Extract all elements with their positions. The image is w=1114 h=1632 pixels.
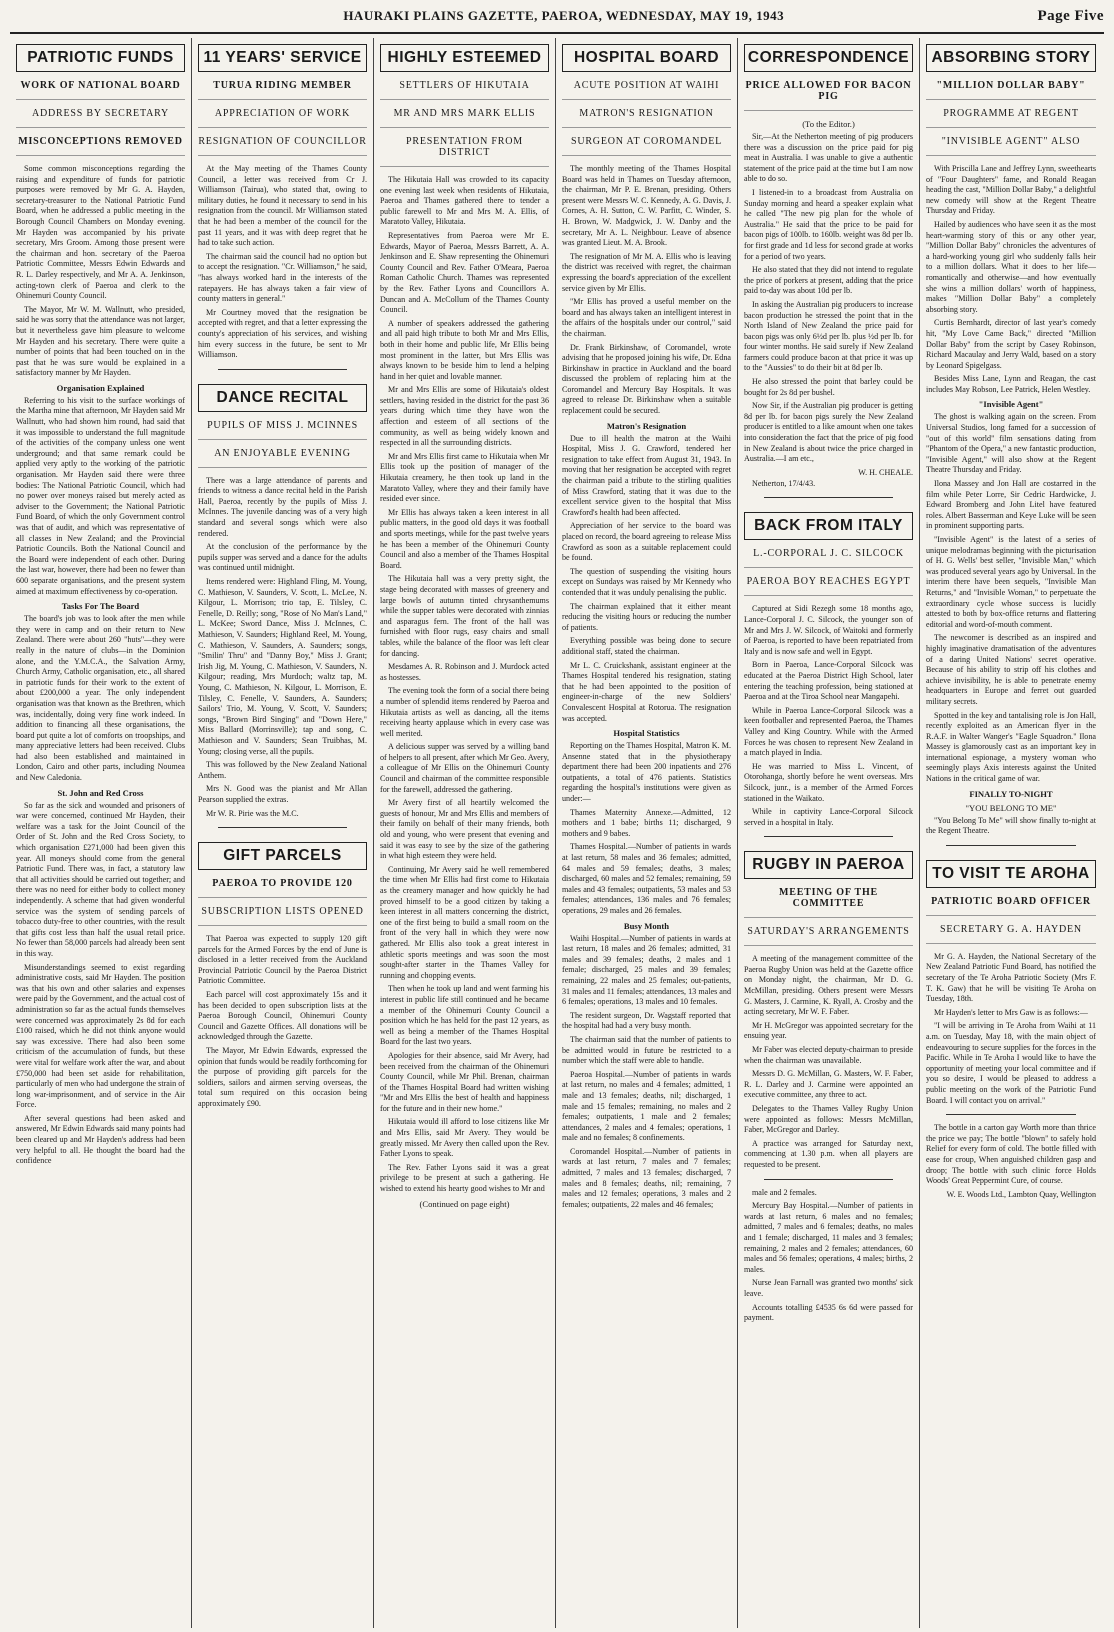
paragraph: While in captivity Lance-Corporal Silcock served in a hospital in Italy. (744, 807, 913, 827)
paragraph: The ghost is walking again on the screen. From Universal Studios, long famed for a succession of "out of this world" film sensations dating from "Phantom of the Opera," a new fantastic production, "Invisible Agent," will also show at the Regent Theatre Thursday and Friday. (926, 412, 1096, 475)
divider (764, 497, 893, 498)
divider (218, 827, 347, 828)
paragraph: In asking the Australian pig producers to increase bacon production he stressed the point that in the North Island of New Zealand the price paid for bacon pigs was only 6½d per lb. plus ½d per lb. for four winter months. He said surely if New Zealand farmers could produce bacon at that price it was up to the "Aussies" to do their bit at 8d per lb. (744, 299, 913, 373)
subheading: ACUTE POSITION AT WAIHI (562, 80, 731, 100)
section-heading: Tasks For The Board (61, 601, 140, 612)
subheading: TURUA RIDING MEMBER (198, 80, 367, 100)
dateline: Netherton, 17/4/43. (752, 478, 816, 488)
subheading: AN ENJOYABLE EVENING (198, 448, 367, 468)
headline: ABSORBING STORY (926, 44, 1096, 72)
paragraph: After several questions had been asked and answered, Mr Edwin Edwards said many points had been cleared up and Mr Hayden's address had been very helpful to all. He thought the board had the confidence (16, 1113, 185, 1166)
paragraph: Mr and Mrs Ellis are some of Hikutaia's oldest settlers, having resided in the district for the past 36 years during which time they have won the affection and esteem of all sections of the community, as well as being widely known and respected in all the surrounding districts. (380, 385, 549, 448)
columns (10, 38, 1104, 1628)
paragraph: A delicious supper was served by a willing band of helpers to all present, after which Mr Geo. Avery, a colleague of Mr Ellis on the Ohinemuri County Council and chairman of the committee responsible for the farewell, addressed the gathering. (380, 742, 549, 794)
paragraph: Appreciation of her service to the board was placed on record, the board agreeing to release Miss Crawford as soon as a suitable replacement could be found. (562, 521, 731, 563)
headline: HIGHLY ESTEEMED (380, 44, 549, 72)
column-correspondence (738, 38, 920, 1628)
paragraph: Mr Ellis has always taken a keen interest in all public matters, in the good old days it was football and sports meetings, while for the past twelve years he has been a member of the Ohinemuri County Council and also a member of the Thames Hospital Board. (380, 507, 549, 570)
paragraph: Born in Paeroa, Lance-Corporal Silcock was educated at the Paeroa District High School, later entering the teaching profession, being stationed at Paeroa and at the Tiroa School near Mangapehi. (744, 660, 913, 702)
paragraph: The evening took the form of a social there being a number of splendid items rendered by Paeroa and Hikutaia artists as well as dancing, all the items receiving hearty applause which in every case was well merited. (380, 686, 549, 738)
advertisement: The bottle in a carton gay Worth more than thrice the price we pay; The bottle "blown" to safely hold Relief for every form of cold. The bottle filled with ease for croup, When anguished children gasp and droop; The bottle with such clinic force Holds Woods' Great Peppermint Cure, of course. (926, 1123, 1096, 1186)
paragraph: Mr G. A. Hayden, the National Secretary of the New Zealand Patriotic Fund Board, has notified the secretary of the Te Aroha Patriotic Society (Mrs F. T. K. Gaw) that he will be visiting Te Aroha on Tuesday, 18th. (926, 951, 1096, 1004)
paragraph: Hikutaia would ill afford to lose citizens like Mr and Mrs Ellis, said Mr Avery. They would be greatly missed. Mr Avery then called upon the Rev. Father Lyons to speak. (380, 1117, 549, 1159)
subheading: MEETING OF THE COMMITTEE (744, 887, 913, 918)
paragraph: Continuing, Mr Avery said he well remembered the time when Mr Ellis had first come to Hikutaia as the creamery manager and how quickly he had proved himself to be a good citizen by taking a keen interest in all matters concerning the district, one of the first being to build a small room on the front of the very hall in which they were now gathered. Mr Ellis also took a great interest in athletic sports meetings and was soon the most sought-after starter in the Thames Valley for running and chopping events. (380, 864, 549, 980)
paragraph: Everything possible was being done to secure additional staff, stated the chairman. (562, 636, 731, 656)
headline: CORRESPONDENCE (744, 44, 913, 72)
divider (946, 1114, 1076, 1115)
paragraph: Nurse Jean Farnall was granted two months' sick leave. (744, 1278, 913, 1298)
paragraph: The resident surgeon, Dr. Wagstaff reported that the hospital had had a very busy month. (562, 1010, 731, 1031)
paragraph: Mrs N. Good was the pianist and Mr Allan Pearson supplied the extras. (198, 784, 367, 804)
paragraph: The monthly meeting of the Thames Hospital Board was held in Thames on Tuesday afternoon, the chairman, Mr P. E. Brenan, presiding. Others present were Messrs W. C. Kennedy, A. G. Davis, J. Cornes, A. H. Sutton, C. W. Parfitt, C. Winder, S. H. Brown, W. Madgwick, J. W. Danby and the secretary, Mr A. L. Neighbour. Leave of absence was granted Lieut. M. A. Brook. (562, 164, 731, 248)
paragraph: Misunderstandings seemed to exist regarding administrative costs, said Mr Hayden. The position was that his own and other salaries and expenses were paid by the Government, and the actual cost of administration so far as the actual funds themselves were concerned was approximately 2s 8d for each £100 raised, which he did not think anyone would say was excessive. There had also been some criticism of the accumulation of funds, but these were vital for welfare work after the war, and about £750,000 had been set aside for rehabilitation, particularly of men who had undergone the strain of long war-imprisonment, and of service in the Air Force. (16, 962, 186, 1110)
subheading: RESIGNATION OF COUNCILLOR (198, 136, 367, 156)
divider (764, 836, 893, 837)
paragraph: "I will be arriving in Te Aroha from Waihi at 11 a.m. on Tuesday, May 18, with the main object of endeavouring to secure supplies for the forces in the Pacific. While in Te Aroha I would like to have the opportunity of meeting your local committee and if you so desire, I would be pleased to address a public meeting on the work of the Patriotic Fund Board. I will contact you on arrival." (926, 1021, 1096, 1105)
paragraph: Besides Miss Lane, Lynn and Reagan, the cast includes May Robson, Lee Patrick, Helen Westley. (926, 374, 1096, 394)
continued-note: (Continued on page eight) (419, 1198, 510, 1209)
paragraph: Mr L. C. Cruickshank, assistant engineer at the Thames Hospital tendered his resignation, stating that he had been appointed to the position of engineer-in-charge of the new Soldiers' Convalescent Hospital at Rotorua. The resignation was accepted. (562, 660, 731, 723)
paragraph: I listened-in to a broadcast from Australia on Sunday morning and heard a speaker explain what he called "The new pig plan for the whole of Australia." He said that the price to be paid for bacon pigs of 100lb. to 160lb. weight was 8d per lb. for first grade and 1d less for second grade at works for a period of two years. (744, 187, 913, 261)
subheading: SUBSCRIPTION LISTS OPENED (198, 906, 367, 926)
subheading: ADDRESS BY SECRETARY (16, 108, 185, 128)
paragraph: That Paeroa was expected to supply 120 gift parcels for the Armed Forces by the end of June is disclosed in a letter received from the Auckland Provincial Patriotic Council by the Paeroa District Patriotic Committee. (198, 934, 367, 986)
subheading: MR AND MRS MARK ELLIS (380, 108, 549, 128)
paragraph: Mr Faber was elected deputy-chairman to preside when the chairman was unavailable. (744, 1045, 913, 1065)
headline: RUGBY IN PAEROA (744, 851, 913, 879)
paragraph: Messrs D. G. McMillan, G. Masters, W. F. Faber, R. L. Darley and J. Carmine were appointed an executive committee, any three to act. (744, 1069, 913, 1100)
subheading: PAEROA TO PROVIDE 120 (198, 878, 367, 898)
paragraph: "Mr Ellis has proved a useful member on the board and has always taken an intelligent interest in the affairs of the hospitals under our control," said the chairman. (562, 297, 731, 338)
paragraph: Apologies for their absence, said Mr Avery, had been received from the chairman of the Ohinemuri County Council, while Mr Phil. Brenan, chairman of the Thames Hospital Board had written wishing "Mr and Mrs Ellis the best of health and happiness for the future and in their new home." (380, 1050, 549, 1113)
paragraph: This was followed by the New Zealand National Anthem. (198, 760, 367, 780)
paragraph: The Mayor, Mr Edwin Edwards, expressed the opinion that funds would be readily forthcoming for the purpose of providing gift parcels for the soldiers, sailors and airmen serving overseas, the total sum required on this occasion being approximately £90. (198, 1046, 367, 1108)
paragraph: At the May meeting of the Thames County Council, a letter was received from Cr J. Williamson (Tairua), who stated that, owing to military duties, he found it necessary to send in his resignation from the council. Mr Williamson stated that he had been a member of the council for the past 11 years, and it was with deep regret that he had to take such action. (198, 164, 367, 248)
paragraph: Mr Avery first of all heartily welcomed the guests of honour, Mr and Mrs Ellis and members of their family on behalf of their many friends, both old and young, who were present that evening and said it was easy to see by the size of the gathering in what high esteem they were held. (380, 798, 549, 861)
subheading: APPRECIATION OF WORK (198, 108, 367, 128)
subheading: PRESENTATION FROM DISTRICT (380, 136, 549, 167)
paragraph: "Invisible Agent" is the latest of a series of unique melodramas beginning with the picturisation of H. G. Wells' best seller, "Invisible Man," which was produced several years ago by Universal. In the interim there have been sequels, "Invisible Man Returns," and "Invisible Woman," to perpetuate the extraordinary cycle whose success is lucidly attested to both by box-office returns and flattering editorial and word-of-mouth comment. (926, 535, 1096, 629)
paragraph: Delegates to the Thames Valley Rugby Union were appointed as follows: Messrs McMillan, Faber, McGregor and Darley. (744, 1104, 913, 1135)
column-absorbing-story (920, 38, 1102, 1628)
paragraph: The Hikutaia hall was a very pretty sight, the stage being decorated with masses of greenery and large bowls of autumn tinted chrysanthemums while the supper tables were decorated with zinnias and asparagus fern. The front of the hall was furnished with floor rugs, easy chairs and small tables, while the balance of the floor was left clear for dancing. (380, 574, 549, 658)
paragraph: Mesdames A. R. Robinson and J. Murdock acted as hostesses. (380, 662, 549, 682)
paragraph: He also stated that they did not intend to regulate the price of porkers at present, adding that the price paid to-day was about 10d per lb. (744, 265, 913, 296)
column-years-service (192, 38, 374, 1628)
subheading: PAEROA BOY REACHES EGYPT (744, 576, 913, 596)
paragraph: He was married to Miss L. Vincent, of Otorohanga, shortly before he went overseas. Mrs Silcock, junr., is a member of the Armed Forces stationed in the Waikato. (744, 761, 913, 803)
paragraph: Referring to his visit to the surface workings of the Martha mine that afternoon, Mr Hayden said Mr Wallnutt, who had shown him round, had said that it was impossible to understand the full magnitude of the activities of the company unless one went underground; and that same remark could be applied very aptly to the working of the patriotic organisation. Mr Hayden said there were three bodies: The National Patriotic Council, which had no power over moneys raised but merely acted as adviser to the Government; the National Patriotic Fund Board, of which the only Government control was that of audit, and which was representative of all classes in New Zealand; and the Provincial Patriotic Councils. Both the National Council and the Board were independent of each other. During the last war, however, there had been no fewer than 600 separate organisations, and the present system aimed at maximum effectiveness by co-operation. (16, 395, 185, 596)
subheading: SECRETARY G. A. HAYDEN (926, 924, 1096, 944)
section-heading: "YOU BELONG TO ME" (965, 802, 1057, 813)
subheading: PROGRAMME AT REGENT (926, 108, 1096, 128)
subheading: "MILLION DOLLAR BABY" (926, 80, 1096, 100)
paragraph: The chairman explained that it either meant reducing the visiting hours or reducing the number of patients. (562, 601, 731, 632)
subheading: PRICE ALLOWED FOR BACON PIG (744, 80, 913, 111)
section-heading: Matron's Resignation (606, 420, 687, 431)
paragraph: The newcomer is described as an inspired and highly imaginative dramatisation of the adventures of a daring United Nations' secret operative. Because of his ability to strip off his clothes and achieve invisibility, he is able to penetrate enemy headquarters in Europe and ferret out guarded military secrets. (926, 633, 1096, 706)
section-heading: St. John and Red Cross (57, 787, 144, 798)
headline: GIFT PARCELS (198, 842, 367, 870)
paragraph: male and 2 females. (752, 1187, 817, 1197)
paragraph: Spotted in the key and tantalising role is Jon Hall, recently exploited as an American flyer in the R.A.F. in Walter Wanger's "Eagle Squadron." Ilona Massey is glamorously cast as an important key in international espionage, a mystery woman who seemingly plays Axis interests against the United Nations in the critical game of war. (926, 710, 1096, 784)
headline: DANCE RECITAL (198, 384, 367, 412)
paragraph: Thames Maternity Annexe.—Admitted, 12 mothers and 1 babe; births 11; discharged, 9 mothers and 9 babes. (562, 807, 731, 838)
paragraph: So far as the sick and wounded and prisoners of war were concerned, continued Mr Hayden, their welfare was a task for the Joint Council of the Order of St. John and the Red Cross Society, to which organisation £271,000 had been given this year. All moneys should come from the general Patriotic Fund. There was, in fact, a statutory law that all activities should be carried out together; and there was no need for either body to collect money independently. A scheme that had given wonderful service was the system of sending parcels of tobacco duty-free to other countries, with the result that gifts cost less than half the usual retail price. No fewer than 58,000 parcels had already been sent in this way. (16, 800, 185, 958)
subheading: "INVISIBLE AGENT" ALSO (926, 136, 1096, 156)
divider (764, 1179, 893, 1180)
section-heading: Busy Month (623, 920, 670, 931)
paragraph: The chairman said that the number of patients to be admitted would in future be restricted to a number which the staff were able to handle. (562, 1034, 731, 1066)
paragraph: Mr Hayden's letter to Mrs Gaw is as follows:— (934, 1007, 1088, 1017)
column-hospital-board (556, 38, 738, 1628)
paragraph: Sir,—At the Netherton meeting of pig producers there was a discussion on the price paid for pig meat in Australia. I was unable to give a authentic statement of the price paid at the time but I am now able to do so. (744, 132, 913, 184)
paragraph: Now Sir, if the Australian pig producer is getting 8d per lb. for bacon pigs surely the New Zealand producer is entitled to a like amount when one takes into consideration the fact that the price of pig food in New Zealand is about twice the price charged in Australia.—I am etc., (744, 401, 913, 464)
masthead-title: HAURAKI PLAINS GAZETTE, PAEROA, WEDNESDAY, MAY 19, 1943 (343, 8, 785, 23)
section-heading: Hospital Statistics (613, 728, 680, 739)
advertiser: W. E. Woods Ltd., Lambton Quay, Wellington (946, 1189, 1096, 1199)
paragraph: Ilona Massey and Jon Hall are costarred in the film while Peter Lorre, Sir Cedric Hardwicke, J. Edward Bromberg and John Litel have featured roles. Albert Basserman and Keye Luke will be seen in prominent supporting parts. (926, 479, 1096, 531)
paragraph: Mr H. McGregor was appointed secretary for the ensuing year. (744, 1020, 913, 1041)
paragraph: The Mayor, Mr W. M. Wallnutt, who presided, said he was sorry that the attendance was not larger, but it nevertheless gave him pleasure to welcome Mr Hayden and his secretary. There were quite a number of points that had been touched on in the past that he was sure would be explained in a satisfactory manner by Mr Hayden. (16, 304, 185, 378)
paragraph: Representatives from Paeroa were Mr E. Edwards, Mayor of Paeroa, Messrs Barrett, A. A. Jenkinson and E. Shaw representing the Ohinemuri County Council and Rev. Father O'Meara, Paeroa Roman Catholic Church. Thames was represented by the Rev. Father Lyons and Councillors A. Duncan and A. McCollum of the Thames County Council. (380, 230, 549, 315)
paragraph: A meeting of the management committee of the Paeroa Rugby Union was held at the Gazette office on Monday night, the chairman, Mr D. G. McMillan, presiding. Others present were Messrs G. Masters, J. Carmine, K. Ryall, A. Crosby and the acting secretary, Mr W. F. Faber. (744, 954, 913, 1017)
subheading: WORK OF NATIONAL BOARD (16, 80, 185, 100)
paragraph: Mr W. R. Pirie was the M.C. (206, 808, 299, 818)
section-heading: Organisation Explained (56, 382, 145, 393)
paragraph: Mercury Bay Hospital.—Number of patients in wards at last return, 6 males and no females; admitted, 7 males and 6 females; deaths, no males and 1 female; discharged, 11 males and 3 females; remaining, 2 males and 2 females; attendances, 60 males and 56 females; operations, 4 males; births, 2 males. (744, 1201, 913, 1274)
subheading: MATRON'S RESIGNATION (562, 108, 731, 128)
subheading: PUPILS OF MISS J. MCINNES (198, 420, 367, 440)
divider (946, 845, 1076, 846)
paragraph: The Hikutaia Hall was crowded to its capacity one evening last week when residents of Hikutaia, Paeroa and Thames gathered there to tender a public farewell to Mr and Mrs M. A. Ellis, of Maratoto Valley, Hikutaia. (380, 175, 549, 227)
paragraph: Dr. Frank Birkinshaw, of Coromandel, wrote advising that he proposed joining his wife, Dr. Edna Birkinshaw in practice in Auckland and the board discussed the problem of replacing him at the Coromandel and Mercury Bay Hospitals. It was agreed to release Dr. Birkinshaw when a suitable replacement could be secured. (562, 342, 731, 416)
headline: BACK FROM ITALY (744, 512, 913, 540)
subheading: MISCONCEPTIONS REMOVED (16, 136, 185, 156)
paragraph: Items rendered were: Highland Fling, M. Young, C. Mathieson, V. Saunders, V. Scott, L. McLee, N. Kilgour, L. Morrison; trio tap, E. Tilsley, C. Fenelle, D. Reilly; song, "Rose of No Man's Land," L. McKee; Sword Dance, Miss J. McInnes, C. Mathieson, V. Saunders; Highland Reel, M. Young, C. Mathieson, V. Saunders, A. Saunders; songs, "Smilin' Thru" and "Danny Boy," Miss J. Grant; Irish Jig, M. Young, C. Mathieson, V. Saunders, N. Kilgour; reading, Mrs Murdoch; waltz tap, M. Young, C. Mathieson, N. Kilgour, L. Morrison, E. Tilsley, C. Fenelle, V. Saunders, A. Saunders; Sailors' Trio, M. Young, V. Scott, V. Saunders; songs, "Brown Bird Singing" and "Down Here," Miss Ballard (Morrinsville); tap and song, C. Mathieson and V. Saunders; Sean Truibhas, M. Young; closing verse, all the pupils. (198, 577, 367, 756)
masthead (10, 8, 1104, 34)
paragraph: Paeroa Hospital.—Number of patients in wards at last return, no males and 4 females; admitted, 1 male and 13 females; deaths, nil; discharged, 1 male and 15 females; remaining, no males and 2 females; outpatients, 1 male and 2 females; attendances, 2 males and 4 females; operations, 1 male and no females; 8 confinements. (562, 1069, 731, 1143)
paragraph: Reporting on the Thames Hospital, Matron K. M. Ansenne stated that in the physiotherapy department there had been 200 inpatients and 276 outpatients, a total of 476 patients. Statistics regarding the hospital's institutions were given as under:— (562, 741, 731, 804)
paragraph: Accounts totalling £4535 6s 6d were passed for payment. (744, 1302, 913, 1323)
paragraph: Curtis Bernhardt, director of last year's comedy hit, "My Love Came Back," directed "Million Dollar Baby" from the script by Casey Robinson, Richard Macaulay and Jerry Wald, based on a story by Leonard Spigelgass. (926, 318, 1096, 370)
paragraph: "You Belong To Me" will show finally to-night at the Regent Theatre. (926, 815, 1096, 836)
page-number: Page Five (1037, 8, 1104, 24)
headline: 11 YEARS' SERVICE (198, 44, 367, 72)
subheading: L.-CORPORAL J. C. SILCOCK (744, 548, 913, 568)
paragraph: Some common misconceptions regarding the raising and expenditure of funds for patriotic purposes were removed by Mr G. A. Hayden, secretary-treasurer to the National Patriotic Fund Board, when he addressed a public meeting in the Borough Council Chambers on Monday evening. Mr Hayden was accompanied by his private secretary, Mrs Groom. Among those present were the chairman and hon. secretary of the Paeroa Patriotic Committee, Messrs Edwin Edwards and R. L. Darley respectively, and Mr A. A. Jenkinson, acting-town clerk of Paeroa and clerk to the Ohinemuri County Council. (16, 164, 185, 301)
divider (218, 369, 347, 370)
paragraph: Mr Courtney moved that the resignation be accepted with regret, and that a letter expressing the county's appreciation of his services, and wishing him every success in the future, be sent to Mr Williamson. (198, 307, 367, 360)
paragraph: He also stressed the point that barley could be bought for 2s 8d per bushel. (744, 377, 913, 397)
paragraph: There was a large attendance of parents and friends to witness a dance recital held in the Parish Hall, Paeroa, recently by the pupils of Miss J. McInnes. The juvenile dancing was of a very high standard and several songs which were also rendered. (198, 475, 367, 538)
headline: TO VISIT TE AROHA (926, 860, 1096, 888)
signature: W. H. CHEALE. (858, 467, 913, 477)
paragraph: The Rev. Father Lyons said it was a great privilege to be present at such a gathering. He wished to extend his hearty good wishes to Mr and (380, 1162, 549, 1194)
paragraph: The chairman said the council had no option but to accept the resignation. "Cr. Williamson," he said, "has always worked hard in the interests of the ratepayers. He has always taken a fair view of county matters in general." (198, 251, 367, 304)
headline: PATRIOTIC FUNDS (16, 44, 185, 72)
subheading: PATRIOTIC BOARD OFFICER (926, 896, 1096, 916)
section-heading: FINALLY TO-NIGHT (969, 788, 1053, 799)
paragraph: Mr and Mrs Ellis first came to Hikutaia when Mr Ellis took up the position of manager of the Hikutaia creamery, he then took up land in the Maratoto Valley, where they and their family have resided ever since. (380, 451, 549, 504)
subheading: SATURDAY'S ARRANGEMENTS (744, 926, 913, 946)
paragraph: Thames Hospital.—Number of patients in wards at last return, 58 males and 36 females; admitted, 64 males and 59 females; deaths, 3 males; discharged, 60 males and 52 females; remaining, 59 males and 43 females; outpatients, 53 males and 53 females; attendances, 136 males and 76 females; operations, 29 males and 26 females. (562, 842, 731, 915)
paragraph: A number of speakers addressed the gathering and all paid high tribute to both Mr and Mrs Ellis, both in their home and public life, Mr Ellis being most prominent in the latter, but Mrs Ellis was always known to be beside him to lend a helping hand in her quiet and lovable manner. (380, 318, 549, 381)
paragraph: Then when he took up land and went farming his interest in public life still continued and he became a member of the Ohinemuri County Council a position which he has held for the past 12 years, as well as being a member of the Thames Hospital Board for the last two years. (380, 984, 549, 1047)
paragraph: Each parcel will cost approximately 15s and it has been decided to open subscription lists at the Paeroa Borough Council, Ohinemuri County Council and Gazette Offices. All donations will be acknowledged through the Gazette. (198, 990, 367, 1042)
headline: HOSPITAL BOARD (562, 44, 731, 72)
paragraph: A practice was arranged for Saturday next, commencing at 1.30 p.m. when all players are requested to be present. (744, 1138, 913, 1169)
paragraph: Hailed by audiences who have seen it as the most heart-warming story of this or any other year, "Million Dollar Baby" chronicles the adventures of a hard-working young girl who suddenly falls heir to a million dollars. What it does to her life—romantically and otherwise—and how eventually she wins a million dollars' worth of happiness, makes "Million Dollar Baby" a completely absorbing story. (926, 219, 1096, 314)
paragraph: The question of suspending the visiting hours except on Sundays was raised by Mr Kennedy who contended that it was unduly penalising the public. (562, 566, 731, 597)
subheading: SURGEON AT COROMANDEL (562, 136, 731, 156)
column-highly-esteemed (374, 38, 556, 1628)
subheading: SETTLERS OF HIKUTAIA (380, 80, 549, 100)
column-patriotic-funds (10, 38, 192, 1628)
paragraph: With Priscilla Lane and Jeffrey Lynn, sweethearts of "Four Daughters" fame, and Ronald Reagan heading the cast, "Million Dollar Baby," a delightful new comedy will show at the Regent Theatre Thursday and Friday. (926, 164, 1096, 216)
paragraph: The board's job was to look after the men while they were in camp and on their return to New Zealand. There were about 260 "huts"—they were really in the nature of clubs—in the Dominion alone, and the Y.M.C.A., the Salvation Army, Church Army, Catholic organisation, etc., all shared in patriotic funds for their work to the extent of about £200,000 a year. The only independent organisation was that known as the Brethren, which was, incidentally, doing very fine work indeed. In addition to financing all these organisations, the board put quite a lot of comforts on troopships, and many appreciative letters had been received. Clubs had also been established and maintained in London, Cairo and other parts, including Noumea and New Caledonia. (16, 614, 185, 783)
paragraph: While in Paeroa Lance-Corporal Silcock was a keen footballer and represented Paeroa, the Thames Valley and King Country. While with the Armed Forces he was chosen to represent New Zealand in a match played in India. (744, 705, 913, 758)
paragraph: Waihi Hospital.—Number of patients in wards at last return, 18 males and 26 females; admitted, 31 males and 39 females; deaths, 2 males and 1 female; discharged, 25 males and 39 females; remaining, 22 males and 25 females; out-patients, 31 males and 11 females; attendances, 13 males and 6 females; operations, 13 males and 10 females. (562, 933, 731, 1007)
paragraph: At the conclusion of the performance by the pupils supper was served and a dance for the adults was continued until midnight. (198, 542, 367, 573)
paragraph: The resignation of Mr M. A. Ellis who is leaving the district was received with regret, the chairman expressing the board's appreciation of the excellent service given by Mr Ellis. (562, 251, 731, 293)
paragraph: Captured at Sidi Rezegh some 18 months ago, Lance-Corporal J. C. Silcock, the younger son of Mr and Mrs J. W. Silcock, of Waitoki and formerly of Paeroa, is reported to have been repatriated from Italy and is now safe and well in Egypt. (744, 604, 913, 656)
paragraph: Due to ill health the matron at the Waihi Hospital, Miss J. G. Crawford, tendered her resignation to take effect from August 31, 1943. In moving that her resignation be accepted with regret the chairman paid a tribute to the stirling qualities of Miss Crawford, stating that it was due to the excellent service given to the hospital that Miss Crawford's health had been affected. (562, 433, 731, 517)
section-heading: "Invisible Agent" (978, 399, 1044, 410)
to-editor: (To the Editor.) (802, 119, 855, 129)
paragraph: Coromandel Hospital.—Number of patients in wards at last return, 7 males and 7 females; admitted, 7 males and 13 females; discharged, 7 males and 8 females; deaths, nil; remaining, 7 males and 12 females; operations, 3 males and 2 females; outpatients, 22 males and 46 females; (562, 1146, 731, 1209)
